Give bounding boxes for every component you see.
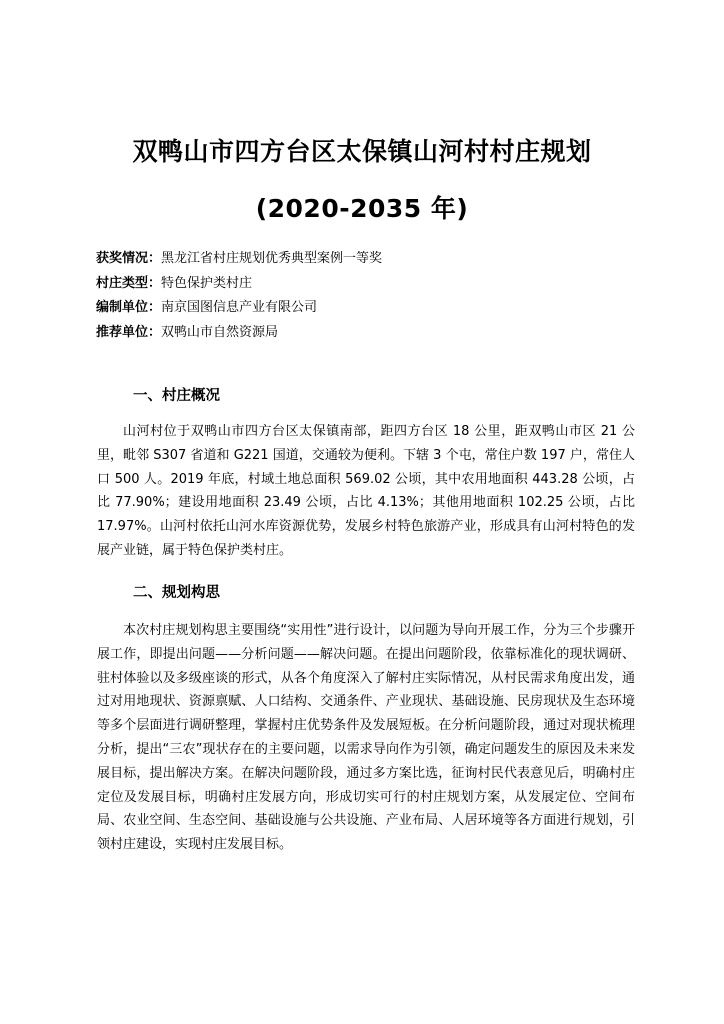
section-heading-overview: 一、村庄概况 [133,388,220,404]
meta-label: 编制单位： [96,300,162,315]
document-title: 双鸭山市四方台区太保镇山河村村庄规划 [132,137,592,166]
section-paragraph-overview: 山河村位于双鸭山市四方台区太保镇南部，距四方台区 18 公里，距双鸭山市区 21 公里，毗邻 S307 省道和 G221 国道，交通较为便利。下辖 3 个屯，常住户数 197 户，常住人口 500 人。2019 年底，村域土地总面积 569.02 公顷，其中农用地面积 443.28 公顷，占比 77.90%；建设用地面积 23.49 公顷，占比 4.13%；其他用地面积 102.25 公顷，占比 17.97%。山河村依托山河水库资源优势，发展乡村特色旅游产业，形成具有山河村特色的发展产业链，属于特色保护类村庄。 [97,424,635,558]
meta-row-author [96,296,656,321]
document-years: (2020-2035 年) [255,194,469,223]
section-paragraph-concept: 本次村庄规划构思主要围绕“实用性”进行设计，以问题为导向开展工作，分为三个步骤开展工作，即提出问题——分析问题——解决问题。在提出问题阶段，依靠标准化的现状调研、驻村体验以及多级座谈的形式，从各个角度深入了解村庄实际情况，从村民需求角度出发，通过对用地现状、资源禀赋、人口结构、交通条件、产业现状、基础设施、民房现状及生态环境等多个层面进行调研整理，掌握村庄优势条件及发展短板。在分析问题阶段，通过对现状梳理分析，提出“三农”现状存在的主要问题，以需求导向作为引领，确定问题发生的原因及未来发展目标，提出解决方案。在解决问题阶段，通过多方案比选，征询村民代表意见后，明确村庄定位及发展目标，明确村庄发展方向，形成切实可行的村庄规划方案，从发展定位、空间布局、农业空间、生态空间、基础设施与公共设施、产业布局、人居环境等各方面进行规划，引领村庄建设，实现村庄发展目标。 [97,623,635,853]
section-heading-concept: 二、规划构思 [133,585,220,601]
meta-row-type [96,272,656,297]
meta-label: 获奖情况： [96,251,162,266]
meta-block [96,247,656,345]
meta-value: 双鸭山市自然资源局 [161,324,279,340]
meta-value: 南京国图信息产业有限公司 [161,300,318,315]
meta-value: 黑龙江省村庄规划优秀典型案例一等奖 [161,251,383,266]
meta-row-award [96,247,656,272]
meta-value: 特色保护类村庄 [161,275,253,291]
meta-row-recommender [96,321,656,346]
meta-label: 推荐单位： [96,324,162,340]
meta-label: 村庄类型： [96,275,162,291]
